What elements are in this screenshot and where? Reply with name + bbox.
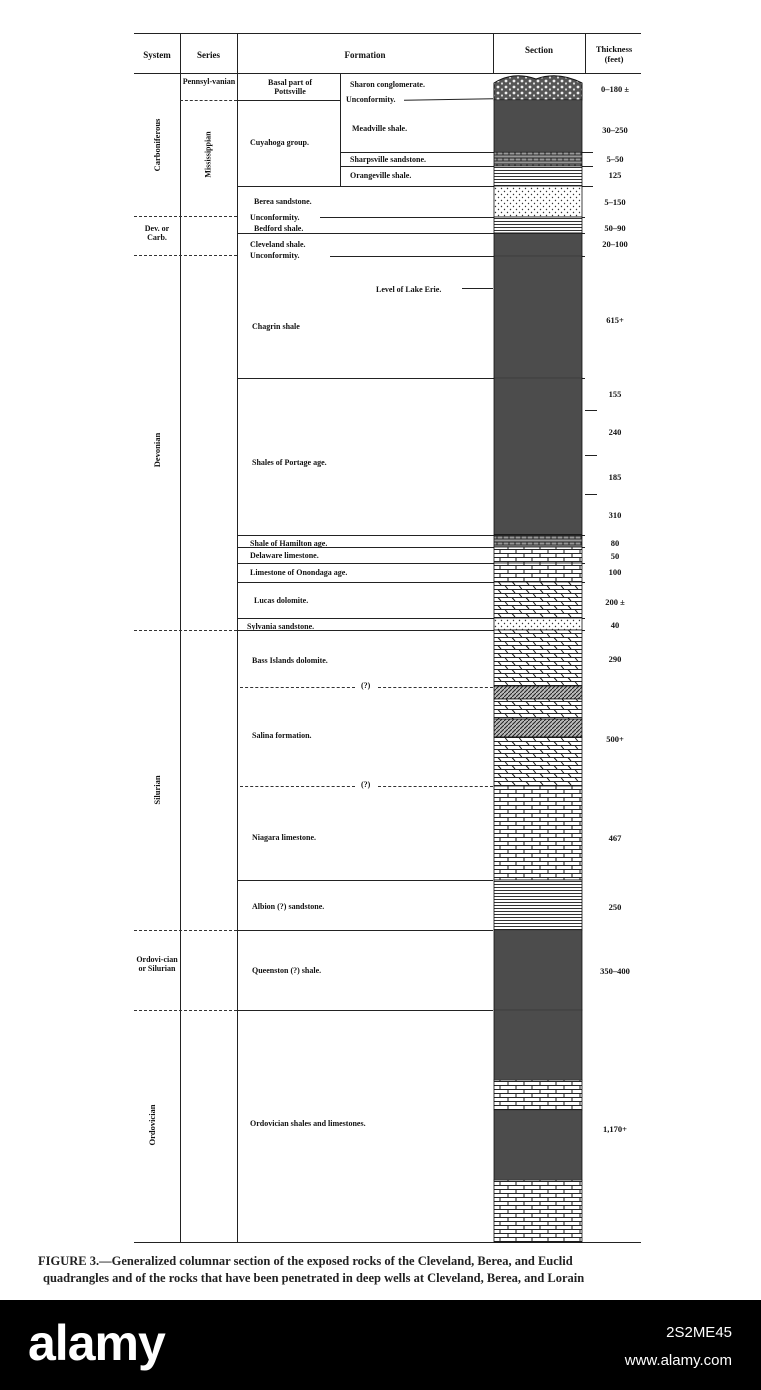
formation-unconformity-2: Unconformity. — [250, 213, 300, 222]
formation-orangeville: Orangeville shale. — [350, 171, 412, 180]
thickness-albion: 250 — [608, 902, 622, 912]
thickness-bass-islands: 290 — [608, 654, 622, 664]
system-divider — [134, 216, 237, 217]
header-thickness: Thickness (feet) — [595, 44, 633, 64]
formation-query-2: (?) — [361, 780, 371, 789]
thickness-portage-2: 240 — [608, 427, 622, 437]
formation-column-divider — [237, 33, 238, 1242]
formation-bass-islands: Bass Islands dolomite. — [252, 656, 328, 665]
formation-meadville: Meadville shale. — [352, 124, 408, 133]
thickness-onondaga: 100 — [608, 567, 622, 577]
formation-cuyahoga: Cuyahoga group. — [250, 138, 309, 147]
alamy-url: www.alamy.com — [624, 1352, 732, 1369]
figure-caption-line-2: quadrangles and of the rocks that have been penetrated in deep wells at Cleveland, Berea, and Lorain — [43, 1271, 585, 1285]
boundary-line — [237, 1010, 493, 1011]
thickness-cleveland: 20–100 — [602, 239, 628, 249]
formation-cleveland: Cleveland shale. — [250, 240, 306, 249]
image-id: 2S2ME45 — [666, 1324, 732, 1341]
watermark-footer — [0, 1300, 761, 1390]
series-pennsylvanian: Pennsyl-vanian — [182, 77, 236, 86]
formation-salina: Salina formation. — [252, 731, 312, 740]
thickness-queenston: 350–400 — [600, 966, 630, 976]
thickness-portage-4: 310 — [608, 510, 622, 520]
system-carboniferous: Carboniferous — [152, 118, 162, 172]
system-silurian: Silurian — [152, 775, 162, 805]
section-column-right-divider — [585, 33, 586, 73]
subformation-divider — [340, 73, 341, 186]
formation-delaware: Delaware limestone. — [250, 551, 319, 560]
boundary-line — [237, 880, 493, 881]
thickness-orangeville: 125 — [608, 170, 622, 180]
figure-caption-line-1: FIGURE 3.—Generalized columnar section of the exposed rocks of the Cleveland, Berea, and Euclid — [38, 1254, 573, 1268]
query-boundary — [240, 687, 355, 688]
system-divider — [134, 255, 237, 256]
formation-ordovician: Ordovician shales and limestones. — [250, 1119, 366, 1128]
system-divider — [134, 1010, 237, 1011]
formation-unconformity-3: Unconformity. — [250, 251, 300, 260]
formation-berea: Berea sandstone. — [254, 197, 312, 206]
query-boundary — [240, 786, 355, 787]
thickness-bedford: 50–90 — [604, 223, 626, 233]
thickness-niagara: 467 — [608, 833, 622, 843]
thickness-portage-3: 185 — [608, 472, 622, 482]
series-divider — [180, 100, 237, 101]
header-section: Section — [525, 45, 553, 55]
thickness-hamilton: 80 — [610, 538, 620, 548]
series-column-divider — [180, 33, 181, 1242]
formation-unconformity-1: Unconformity. — [346, 95, 396, 104]
formation-chagrin: Chagrin shale — [252, 322, 300, 331]
alamy-logo: alamy — [28, 1315, 165, 1371]
formation-query-1: (?) — [361, 681, 371, 690]
system-divider — [134, 930, 237, 931]
thickness-lucas: 200 ± — [605, 597, 625, 607]
header-system: System — [143, 50, 171, 60]
formation-basal-pottsville: Basal part of Pottsville — [268, 78, 312, 96]
thickness-portage-1: 155 — [608, 389, 622, 399]
formation-sharon: Sharon conglomerate. — [350, 80, 425, 89]
query-boundary — [378, 786, 493, 787]
thickness-delaware: 50 — [610, 551, 620, 561]
system-ordovician: Ordovician — [147, 1104, 157, 1146]
unconformity-line — [404, 98, 493, 101]
system-devonian: Devonian — [152, 432, 162, 468]
thickness-salina: 500+ — [606, 734, 624, 744]
formation-lake-erie: Level of Lake Erie. — [376, 285, 442, 294]
formation-portage: Shales of Portage age. — [252, 458, 327, 467]
query-boundary — [378, 687, 493, 688]
system-ordovician-or-silurian: Ordovi-cian or Silurian — [136, 955, 178, 973]
formation-hamilton: Shale of Hamilton age. — [250, 539, 328, 548]
header-formation: Formation — [344, 50, 386, 60]
boundary-line — [237, 186, 340, 187]
system-divider — [134, 630, 237, 631]
formation-albion: Albion (?) sandstone. — [252, 902, 325, 911]
thickness-ordovician: 1,170+ — [603, 1124, 627, 1134]
thickness-sharon: 0–180 ± — [600, 84, 630, 94]
formation-sharpsville: Sharpsville sandstone. — [350, 155, 427, 164]
formation-niagara: Niagara limestone. — [252, 833, 316, 842]
system-dev-carb: Dev. or Carb. — [144, 224, 170, 242]
formation-onondaga: Limestone of Onondaga age. — [250, 568, 348, 577]
thickness-berea: 5–150 — [604, 197, 626, 207]
thickness-chagrin: 615+ — [606, 315, 624, 325]
thickness-sharpsville: 5–50 — [606, 154, 624, 164]
formation-lucas: Lucas dolomite. — [254, 596, 309, 605]
boundary-line — [237, 100, 340, 101]
thickness-sylvania: 40 — [610, 620, 620, 630]
section-column — [488, 73, 588, 1243]
formation-sylvania: Sylvania sandstone. — [247, 622, 315, 631]
boundary-line — [237, 930, 493, 931]
series-mississippian: Mississippian — [203, 131, 213, 178]
table-top-border — [134, 33, 641, 34]
formation-bedford: Bedford shale. — [254, 224, 304, 233]
header-series: Series — [197, 50, 220, 60]
thickness-meadville: 30–250 — [602, 125, 628, 135]
formation-queenston: Queenston (?) shale. — [252, 966, 322, 975]
